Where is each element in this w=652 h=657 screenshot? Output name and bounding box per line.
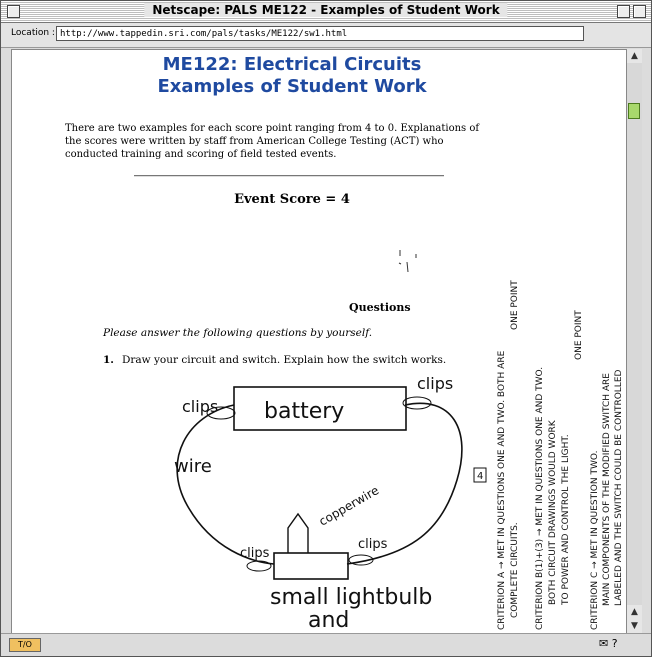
left-wire bbox=[177, 405, 274, 564]
wire-label: wire bbox=[174, 456, 212, 477]
status-bar bbox=[1, 633, 651, 656]
bulb-label: small lightbulb bbox=[270, 585, 433, 610]
window-title: Netscape: PALS ME122 - Examples of Student Work bbox=[144, 3, 507, 17]
copper-wire-label: copperwire bbox=[316, 483, 382, 529]
criterion-b-line3: TO POWER AND CONTROL THE LIGHT. bbox=[561, 434, 571, 605]
collapse-box-icon[interactable] bbox=[633, 5, 646, 18]
clips-label-2: clips bbox=[417, 374, 454, 393]
instructions: Please answer the following questions by yourself. bbox=[103, 327, 373, 339]
criterion-c-line1: CRITERION C → MET IN QUESTION TWO. bbox=[590, 450, 600, 630]
criterion-b-line2: BOTH CIRCUIT DRAWINGS WOULD WORK bbox=[548, 420, 558, 605]
criterion-b-line1: CRITERION B(1)+(3) → MET IN QUESTIONS ONE AND TWO. bbox=[535, 366, 545, 630]
scroll-up-arrow-icon[interactable]: ▲ bbox=[627, 49, 642, 63]
clips-label-4: clips bbox=[358, 537, 388, 552]
title-bar[interactable] bbox=[1, 1, 651, 23]
zoom-box-icon[interactable] bbox=[617, 5, 630, 18]
battery-label: battery bbox=[264, 399, 345, 424]
and-label: and bbox=[308, 608, 350, 633]
student-drawing bbox=[12, 50, 626, 634]
questions-heading: Questions bbox=[349, 301, 411, 314]
criterion-c-line3: LABELED AND THE SWITCH COULD BE CONTROLLED bbox=[614, 369, 624, 606]
page-content bbox=[11, 49, 627, 635]
question-1-number: 1. bbox=[103, 354, 114, 366]
location-bar bbox=[1, 23, 651, 48]
criterion-a-line1: CRITERION A → MET IN QUESTIONS ONE AND TWO. BOTH ARE bbox=[497, 350, 507, 630]
page-title-line2: Examples of Student Work bbox=[157, 76, 427, 97]
intro-paragraph: There are two examples for each score point ranging from 4 to 0. Explanations of the scores were written by staff from American College Testing (ACT) who conducted training and scoring of field tested events. bbox=[65, 123, 480, 160]
location-label: Location : bbox=[11, 28, 55, 38]
scroll-thumb[interactable] bbox=[628, 103, 640, 119]
close-box-icon[interactable] bbox=[7, 5, 20, 18]
page-number: 4 bbox=[477, 471, 484, 482]
question-1-text: Draw your circuit and switch. Explain how the switch works. bbox=[121, 354, 447, 366]
page-title-line1: ME122: Electrical Circuits bbox=[162, 54, 422, 75]
criterion-a-line3: ONE POINT bbox=[510, 280, 520, 330]
clips-label-1: clips bbox=[182, 397, 219, 416]
scroll-up-arrow-icon-bottom[interactable]: ▲ bbox=[627, 605, 642, 619]
bulb-left-clip bbox=[247, 561, 271, 571]
url-input[interactable]: http://www.tappedin.sri.com/pals/tasks/ME122/sw1.html bbox=[56, 26, 584, 41]
criterion-b-line4: ONE POINT bbox=[574, 310, 584, 360]
event-score: Event Score = 4 bbox=[234, 192, 350, 207]
security-badge[interactable]: T/O bbox=[9, 638, 41, 652]
bulb-base bbox=[274, 553, 348, 579]
mail-icon[interactable]: ✉ ? bbox=[599, 637, 618, 650]
vertical-scrollbar[interactable] bbox=[626, 49, 642, 633]
scan-marks bbox=[399, 250, 416, 272]
scroll-down-arrow-icon[interactable]: ▼ bbox=[627, 619, 642, 633]
criterion-a-line2: COMPLETE CIRCUITS. bbox=[510, 522, 520, 618]
clips-label-3: clips bbox=[240, 546, 270, 561]
criterion-c-line2: MAIN COMPONENTS OF THE MODIFIED SWITCH ARE bbox=[602, 373, 612, 606]
bulb-arrow bbox=[288, 514, 308, 553]
